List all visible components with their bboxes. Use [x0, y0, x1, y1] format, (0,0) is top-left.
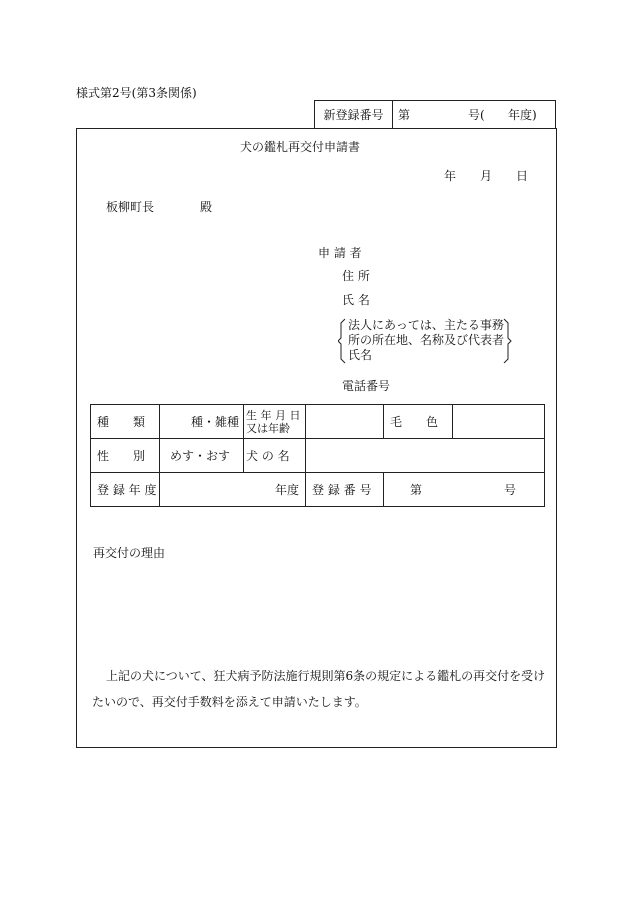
registration-year-label: 登 録 年 度 — [91, 473, 160, 507]
date-year: 年 — [444, 169, 457, 183]
table-row — [91, 439, 545, 473]
corporate-note-line-3: 氏名 — [348, 348, 373, 362]
addressee-honorific: 殿 — [200, 200, 213, 214]
birth-label — [244, 405, 306, 439]
birth-label-line-2: 又は年齢 — [246, 421, 290, 435]
registration-number-value[interactable] — [384, 473, 545, 507]
dog-info-table — [90, 404, 545, 507]
table-row — [91, 405, 545, 439]
dog-name-label: 犬 の 名 — [244, 439, 306, 473]
new-registration-number-label: 新登録番号 — [315, 101, 393, 129]
coat-color-label: 毛 色 — [384, 405, 453, 439]
applicant-phone-label: 電話番号 — [342, 379, 391, 393]
sex-label: 性 別 — [91, 439, 160, 473]
date-month: 月 — [480, 169, 493, 183]
form-number: 様式第2号(第3条関係) — [76, 86, 197, 100]
type-label: 種 類 — [91, 405, 160, 439]
corporate-note-brackets — [338, 318, 514, 364]
table-row — [91, 473, 545, 507]
registration-go: 号( — [468, 108, 485, 122]
breed-options: 種・雑種 — [160, 405, 244, 439]
corporate-note — [338, 318, 514, 363]
coat-color-value[interactable] — [453, 405, 545, 439]
registration-dai: 第 — [398, 108, 411, 122]
date-day: 日 — [516, 169, 529, 183]
dog-name-value[interactable] — [306, 439, 545, 473]
registration-number-label: 登 録 番 号 — [306, 473, 384, 507]
new-registration-number-box — [314, 100, 556, 129]
applicant-address-label: 住 所 — [342, 269, 370, 283]
registration-number-dai: 第 — [410, 483, 423, 497]
declaration-text: 上記の犬について、狂犬病予防法施行規則第6条の規定による鑑札の再交付を受けたいので、再交付手数料を添えて申請いたします。 — [92, 669, 546, 709]
corporate-note-line-2: 所の所在地、名称及び代表者 — [348, 333, 505, 347]
applicant-heading: 申 請 者 — [318, 246, 362, 260]
addressee-name: 板柳町長 — [106, 200, 155, 214]
sex-options: めす・おす — [160, 439, 244, 473]
registration-year-value[interactable]: 年度 — [160, 473, 306, 507]
applicant-name-label: 氏 名 — [342, 293, 370, 307]
birth-label-line-1: 生 年 月 日 — [246, 408, 301, 422]
registration-nendo: 年度) — [508, 108, 537, 122]
document-title: 犬の鑑札再交付申請書 — [240, 140, 361, 154]
birth-value[interactable] — [306, 405, 384, 439]
corporate-note-line-1: 法人にあっては、主たる事務 — [348, 318, 504, 332]
reissue-reason-label: 再交付の理由 — [93, 546, 166, 560]
registration-number-go: 号 — [503, 483, 516, 497]
